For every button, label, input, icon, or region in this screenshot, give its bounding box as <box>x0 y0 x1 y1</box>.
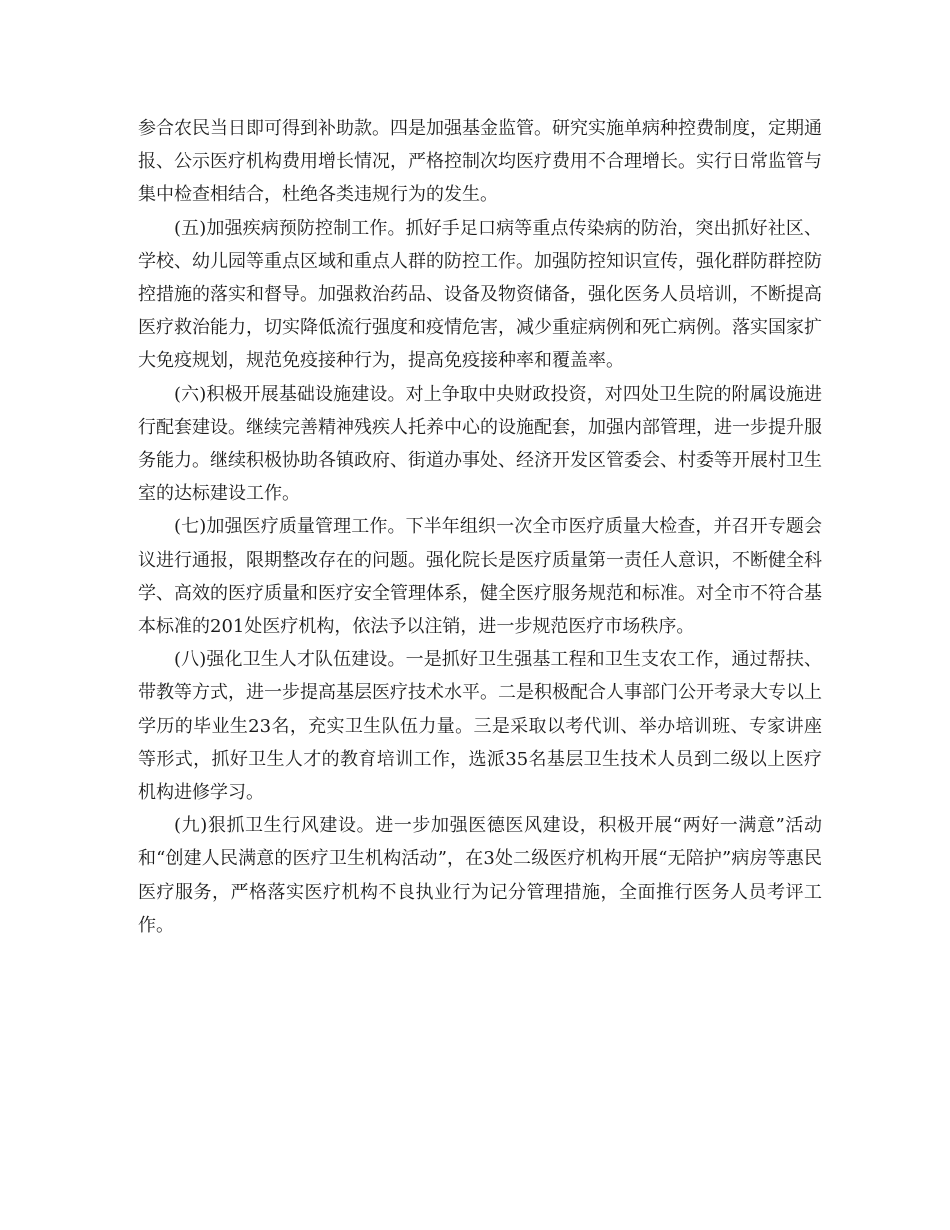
paragraph-disease-control: (五)加强疾病预防控制工作。抓好手足口病等重点传染病的防治，突出抓好社区、学校、幼儿园等重点区域和重点人群的防控工作。加强防控知识宣传，强化群防群控防控措施的落实和督导。加强救治药品、设备及物资储备，强化医务人员培训，不断提高医疗救治能力，切实降低流行强度和疫情危害，减少重症病例和死亡病例。落实国家扩大免疫规划，规范免疫接种行为，提高免疫接种率和覆盖率。 <box>138 217 822 372</box>
document-body <box>138 112 822 942</box>
paragraph-continuation: 参合农民当日即可得到补助款。四是加强基金监管。研究实施单病种控费制度，定期通报、公示医疗机构费用增长情况，严格控制次均医疗费用不合理增长。实行日常监管与集中检查相结合，杜绝各类违规行为的发生。 <box>138 118 822 206</box>
paragraph-talent-team: (八)强化卫生人才队伍建设。一是抓好卫生强基工程和卫生支农工作，通过帮扶、带教等方式，进一步提高基层医疗技术水平。二是积极配合人事部门公开考录大专以上学历的毕业生23名，充实卫生队伍力量。三是采取以考代训、举办培训班、专家讲座等形式，抓好卫生人才的教育培训工作，选派35名基层卫生技术人员到二级以上医疗机构进修学习。 <box>138 649 822 804</box>
paragraph-infrastructure: (六)积极开展基础设施建设。对上争取中央财政投资，对四处卫生院的附属设施进行配套建设。继续完善精神残疾人托养中心的设施配套，加强内部管理，进一步提升服务能力。继续积极协助各镇政府、街道办事处、经济开发区管委会、村委等开展村卫生室的达标建设工作。 <box>138 383 822 505</box>
paragraph-medical-quality: (七)加强医疗质量管理工作。下半年组织一次全市医疗质量大检查，并召开专题会议进行通报，限期整改存在的问题。强化院长是医疗质量第一责任人意识，不断健全科学、高效的医疗质量和医疗安全管理体系，健全医疗服务规范和标准。对全市不符合基本标准的201处医疗机构，依法予以注销，进一步规范医疗市场秩序。 <box>138 516 822 638</box>
paragraph-conduct: (九)狠抓卫生行风建设。进一步加强医德医风建设，积极开展“两好一满意”活动和“创建人民满意的医疗卫生机构活动”，在3处二级医疗机构开展“无陪护”病房等惠民医疗服务，严格落实医疗机构不良执业行为记分管理措施，全面推行医务人员考评工作。 <box>138 815 822 936</box>
